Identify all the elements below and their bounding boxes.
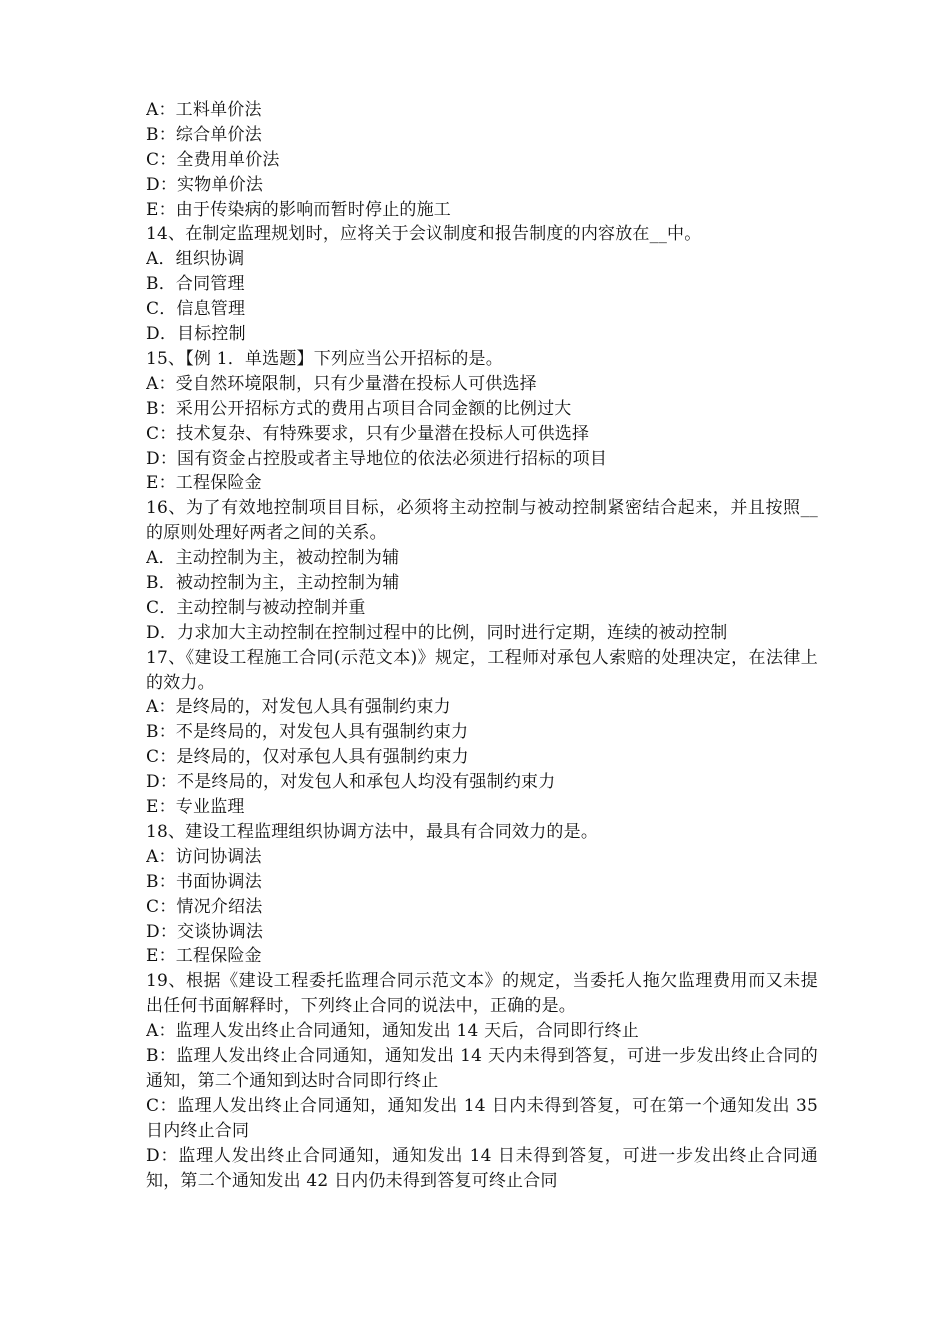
option-text: B：不是终局的，对发包人具有强制约束力 <box>146 722 469 743</box>
question-text: 18、建设工程监理组织协调方法中，最具有合同效力的是。 <box>146 821 599 842</box>
option-text: D．目标控制 <box>146 324 246 345</box>
option-text: A：受自然环境限制，只有少量潜在投标人可供选择 <box>146 373 537 394</box>
option-text: A：工料单价法 <box>146 100 262 120</box>
option-text: B：采用公开招标方式的费用占项目合同金额的比例过大 <box>146 398 572 419</box>
option-text: B．合同管理 <box>146 274 245 295</box>
option-text: E：专业监理 <box>146 797 245 818</box>
question-text: 17、《建设工程施工合同(示范文本)》规定，工程师对承包人索赔的处理决定，在法律上的效力。 <box>146 647 818 693</box>
option-text: D：交谈协调法 <box>146 921 264 942</box>
option-text: D：不是终局的，对发包人和承包人均没有强制约束力 <box>146 772 556 793</box>
option-text: A：监理人发出终止合同通知，通知发出 14 天后，合同即行终止 <box>146 1021 639 1042</box>
option-text: B：书面协调法 <box>146 871 262 892</box>
option-text: C：情况介绍法 <box>146 896 263 917</box>
option-text: C：是终局的，仅对承包人具有强制约束力 <box>146 747 469 768</box>
option-text: E：工程保险金 <box>146 473 262 494</box>
option-text: B．被动控制为主，主动控制为辅 <box>146 572 400 593</box>
document-page <box>146 98 818 1193</box>
option-text: D：监理人发出终止合同通知，通知发出 14 日未得到答复，可进一步发出终止合同通知，第二个通知发出 42 日内仍未得到答复可终止合同 <box>146 1145 818 1191</box>
option-text: A．组织协调 <box>146 249 245 270</box>
question-text: 14、在制定监理规划时，应将关于会议制度和报告制度的内容放在__中。 <box>146 224 702 245</box>
option-text: C：全费用单价法 <box>146 149 280 170</box>
option-text: D．力求加大主动控制在控制过程中的比例，同时进行定期，连续的被动控制 <box>146 622 728 643</box>
option-text: C．主动控制与被动控制并重 <box>146 597 366 618</box>
option-text: B：综合单价法 <box>146 124 262 145</box>
option-text: A．主动控制为主，被动控制为辅 <box>146 548 400 569</box>
option-text: C．信息管理 <box>146 299 246 320</box>
question-text: 16、为了有效地控制项目目标，必须将主动控制与被动控制紧密结合起来，并且按照__的原则处理好两者之间的关系。 <box>146 498 818 544</box>
option-text: E：由于传染病的影响而暂时停止的施工 <box>146 199 452 220</box>
option-text: B：监理人发出终止合同通知，通知发出 14 天内未得到答复，可进一步发出终止合同的通知，第二个通知到达时合同即行终止 <box>146 1045 818 1091</box>
option-text: D：国有资金占控股或者主导地位的依法必须进行招标的项目 <box>146 448 608 469</box>
option-text: E：工程保险金 <box>146 946 262 967</box>
option-text: C：技术复杂、有特殊要求，只有少量潜在投标人可供选择 <box>146 423 590 444</box>
question-text: 19、根据《建设工程委托监理合同示范文本》的规定，当委托人拖欠监理费用而又未提出任何书面解释时，下列终止合同的说法中，正确的是。 <box>146 971 818 1017</box>
option-text: C：监理人发出终止合同通知，通知发出 14 日内未得到答复，可在第一个通知发出 35 日内终止合同 <box>146 1095 818 1141</box>
question-text: 15、【例 1．单选题】下列应当公开招标的是。 <box>146 348 503 369</box>
option-text: D：实物单价法 <box>146 174 264 195</box>
option-text: A：访问协调法 <box>146 846 262 867</box>
option-text: A：是终局的，对发包人具有强制约束力 <box>146 697 451 718</box>
